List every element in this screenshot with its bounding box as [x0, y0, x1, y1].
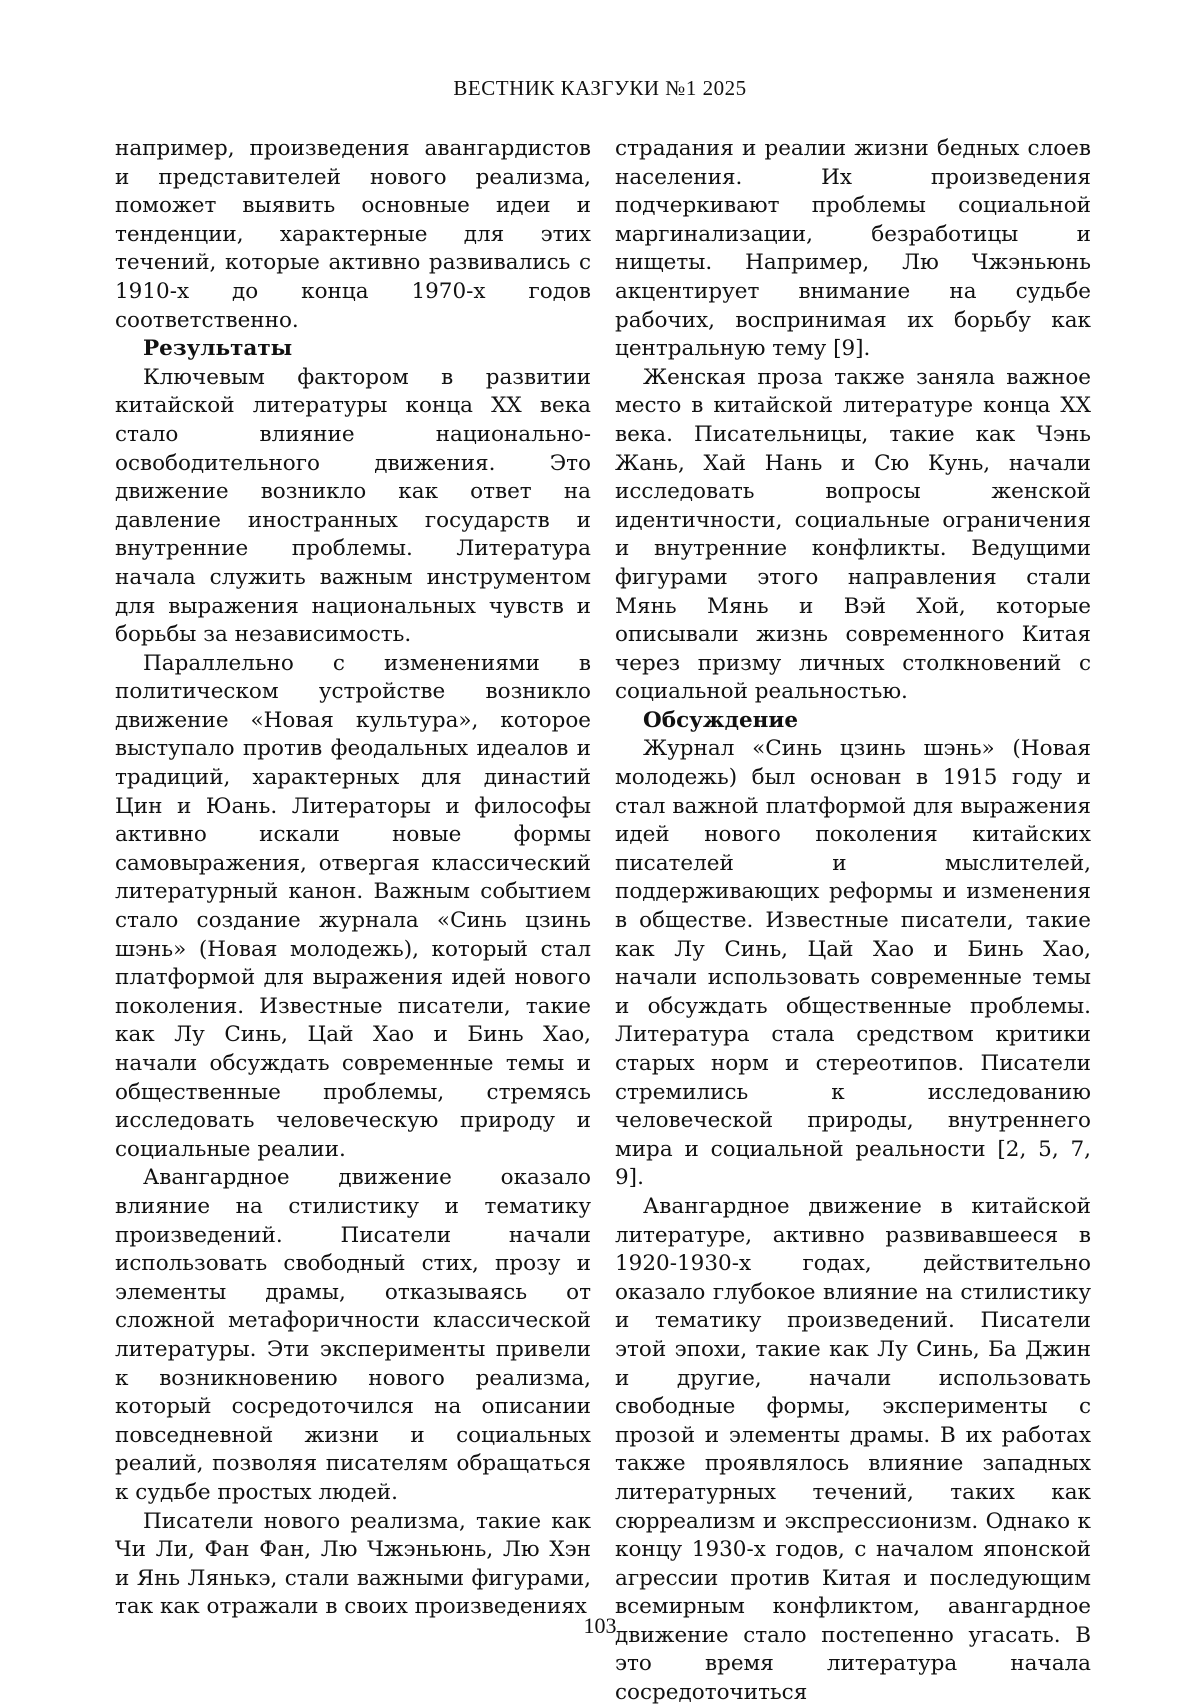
page-number: 103: [583, 1613, 617, 1638]
right-column: [615, 135, 1091, 1708]
paragraph-avantgarde: Авангардное движение оказало влияние на стилистику и тематику произведений. Писатели начали использовать свободный стих, прозу и элементы драмы, отказываясь от сложной метафоричности классической литературы. Эти эксперименты привели к возникновению нового реализма, который сосредоточился на описании повседневной жизни и социальных реалий, позволяя писателям обращаться к судьбе простых людей.: [115, 1165, 591, 1505]
section-heading-results: Результаты: [143, 336, 293, 362]
paragraph-continuation: страдания и реалии жизни бедных слоев населения. Их произведения подчеркивают проблемы социальной маргинализации, безработицы и нищеты. Например, Лю Чжэньюнь акцентирует внимание на судьбе рабочих, воспринимая их борьбу как центральную тему [9].: [615, 136, 1091, 362]
paragraph-womens-prose: Женская проза также заняла важное место в китайской литературе конца XX века. Писательницы, такие как Чэнь Жань, Хай Нань и Сю Кунь, начали исследовать вопросы женской идентичности, социальные ограничения и внутренние конфликты. Ведущими фигурами этого направления стали Мянь Мянь и Вэй Хой, которые описывали жизнь современного Китая через призму личных столкновений с социальной реальностью.: [615, 364, 1091, 705]
paragraph-avantgarde-decline: Авангардное движение в китайской литературе, активно развивавшееся в 1920-1930-х годах, действительно оказало глубокое влияние на стилистику и тематику произведений. Писатели этой эпохи, такие как Лу Синь, Ба Джин и другие, начали использовать свободные формы, эксперименты с прозой и элементы драмы. В их работах также проявлялось влияние западных литературных течений, таких как сюрреализм и экспрессионизм. Однако к концу 1930-х годов, с началом японской агрессии против Китая и последующим всемирным конфликтом, авангардное движение стало постепенно угасать. В это время литература начала сосредоточиться: [615, 1193, 1091, 1706]
paragraph-intro: например, произведения авангардистов и представителей нового реализма, поможет выявить основные идеи и тенденции, характерные для этих течений, которые активно развивались с 1910-х до конца 1970-х годов соответственно.: [115, 136, 591, 333]
paragraph-new-realism: Писатели нового реализма, такие как Чи Ли, Фан Фан, Лю Чжэньюнь, Лю Хэн и Янь Лянькэ, стали важными фигурами, так как отражали в своих произведениях: [115, 1508, 591, 1620]
left-column: [115, 135, 591, 1622]
section-heading-discussion: Обсуждение: [643, 707, 799, 733]
journal-header: ВЕСТНИК КАЗГУКИ №1 2025: [453, 76, 747, 100]
paragraph-journal: Журнал «Синь цзинь шэнь» (Новая молодежь) был основан в 1915 году и стал важной платформой для выражения идей нового поколения китайских писателей и мыслителей, поддерживающих реформы и изменения в обществе. Известные писатели, такие как Лу Синь, Цай Хао и Бинь Хао, начали использовать современные темы и обсуждать общественные проблемы. Литература стала средством критики старых норм и стереотипов. Писатели стремились к исследованию человеческой природы, внутреннего мира и социальной реальности [2, 5, 7, 9].: [615, 736, 1091, 1191]
paragraph-key-factor: Ключевым фактором в развитии китайской литературы конца XX века стало влияние национально-освободительного движения. Это движение возникло как ответ на давление иностранных государств и внутренние проблемы. Литература начала служить важным инструментом для выражения национальных чувств и борьбы за независимость.: [115, 364, 591, 648]
paragraph-new-culture: Параллельно с изменениями в политическом устройстве возникло движение «Новая культура», которое выступало против феодальных идеалов и традиций, характерных для династий Цин и Юань. Литераторы и философы активно искали новые формы самовыражения, отвергая классический литературный канон. Важным событием стало создание журнала «Синь цзинь шэнь» (Новая молодежь), который стал платформой для выражения идей нового поколения. Известные писатели, такие как Лу Синь, Цай Хао и Бинь Хао, начали обсуждать современные темы и общественные проблемы, стремясь исследовать человеческую природу и социальные реалии.: [115, 650, 591, 1162]
